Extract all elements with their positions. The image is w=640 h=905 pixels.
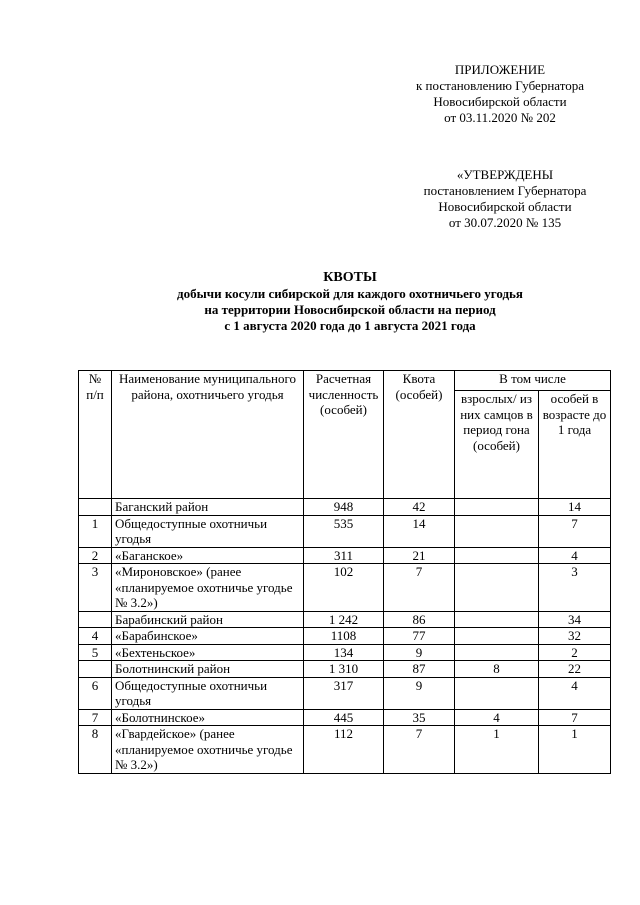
row-quota-cell: 42 <box>384 499 455 516</box>
row-name-cell: «Болотнинское» <box>112 709 304 726</box>
table-row <box>79 644 611 661</box>
row-young-cell: 22 <box>539 661 611 678</box>
row-number-cell: 8 <box>79 726 112 774</box>
row-population-cell: 948 <box>304 499 384 516</box>
row-name-cell: Общедоступные охотничьи угодья <box>112 677 304 709</box>
header-name: Наименование муниципального района, охотничьего угодья <box>112 371 304 499</box>
row-name-cell: «Мироновское» (ранее «планируемое охотничье угодье № 3.2») <box>112 564 304 612</box>
header-population: Расчетная численность (особей) <box>304 371 384 499</box>
row-quota-cell: 9 <box>384 644 455 661</box>
row-young-cell: 4 <box>539 677 611 709</box>
row-population-cell: 112 <box>304 726 384 774</box>
appendix-region: Новосибирской области <box>433 94 567 109</box>
row-population-cell: 317 <box>304 677 384 709</box>
row-number-cell <box>79 661 112 678</box>
row-adults-cell <box>455 644 539 661</box>
row-population-cell: 445 <box>304 709 384 726</box>
appendix-decree: к постановлению Губернатора <box>415 78 585 93</box>
row-adults-cell <box>455 499 539 516</box>
row-number-cell <box>79 499 112 516</box>
row-population-cell: 102 <box>304 564 384 612</box>
row-quota-cell: 21 <box>384 547 455 564</box>
row-number-cell: 4 <box>79 628 112 645</box>
row-adults-cell: 1 <box>455 726 539 774</box>
approved-label: «УТВЕРЖДЕНЫ <box>456 167 554 182</box>
table-row <box>79 515 611 547</box>
approved-date: от 30.07.2020 № 135 <box>448 215 562 230</box>
row-name-cell: Баганский район <box>112 499 304 516</box>
row-adults-cell <box>455 547 539 564</box>
title-line-2: добычи косули сибирской для каждого охотничьего угодья <box>177 286 523 301</box>
document-title <box>80 270 620 334</box>
row-number-cell: 7 <box>79 709 112 726</box>
row-population-cell: 535 <box>304 515 384 547</box>
row-young-cell: 34 <box>539 611 611 628</box>
row-young-cell: 4 <box>539 547 611 564</box>
row-adults-cell <box>455 677 539 709</box>
row-adults-cell <box>455 628 539 645</box>
row-number-cell: 3 <box>79 564 112 612</box>
row-quota-cell: 7 <box>384 564 455 612</box>
row-young-cell: 2 <box>539 644 611 661</box>
header-quota: Квота (особей) <box>384 371 455 499</box>
row-name-cell: «Барабинское» <box>112 628 304 645</box>
row-quota-cell: 14 <box>384 515 455 547</box>
title-line-3: на территории Новосибирской области на период <box>204 302 496 317</box>
row-population-cell: 1 310 <box>304 661 384 678</box>
row-number-cell: 1 <box>79 515 112 547</box>
row-population-cell: 1 242 <box>304 611 384 628</box>
row-number-cell: 6 <box>79 677 112 709</box>
row-quota-cell: 86 <box>384 611 455 628</box>
row-adults-cell <box>455 515 539 547</box>
row-young-cell: 14 <box>539 499 611 516</box>
table-row <box>79 564 611 612</box>
table-row <box>79 726 611 774</box>
row-name-cell: Болотнинский район <box>112 661 304 678</box>
approved-decree: постановлением Губернатора <box>423 183 587 198</box>
table-row <box>79 677 611 709</box>
header-num: № п/п <box>79 371 112 499</box>
header-young: особей в возрасте до 1 года <box>539 391 611 499</box>
row-adults-cell: 8 <box>455 661 539 678</box>
row-adults-cell <box>455 611 539 628</box>
row-name-cell: Общедоступные охотничьи угодья <box>112 515 304 547</box>
row-name-cell: Барабинский район <box>112 611 304 628</box>
row-number-cell: 5 <box>79 644 112 661</box>
row-number-cell: 2 <box>79 547 112 564</box>
row-population-cell: 1108 <box>304 628 384 645</box>
table-row <box>79 661 611 678</box>
header-including: В том числе <box>455 371 611 391</box>
row-quota-cell: 77 <box>384 628 455 645</box>
row-young-cell: 7 <box>539 515 611 547</box>
row-name-cell: «Баганское» <box>112 547 304 564</box>
approved-region: Новосибирской области <box>438 199 572 214</box>
row-name-cell: «Бехтеньское» <box>112 644 304 661</box>
table-row <box>79 611 611 628</box>
row-young-cell: 32 <box>539 628 611 645</box>
row-adults-cell: 4 <box>455 709 539 726</box>
appendix-header <box>385 62 615 126</box>
title-line-4: с 1 августа 2020 года до 1 августа 2021 года <box>224 318 476 333</box>
header-adults: взрослых/ из них самцов в период гона (особей) <box>455 391 539 499</box>
row-quota-cell: 87 <box>384 661 455 678</box>
row-population-cell: 311 <box>304 547 384 564</box>
row-young-cell: 3 <box>539 564 611 612</box>
row-population-cell: 134 <box>304 644 384 661</box>
row-name-cell: «Гвардейское» (ранее «планируемое охотничье угодье № 3.2») <box>112 726 304 774</box>
title-main: КВОТЫ <box>323 270 377 285</box>
row-number-cell <box>79 611 112 628</box>
table-row <box>79 628 611 645</box>
row-young-cell: 1 <box>539 726 611 774</box>
table-row <box>79 547 611 564</box>
row-quota-cell: 7 <box>384 726 455 774</box>
table-body <box>79 499 611 774</box>
table-row <box>79 709 611 726</box>
appendix-date: от 03.11.2020 № 202 <box>444 110 556 125</box>
appendix-label: ПРИЛОЖЕНИЕ <box>454 62 546 77</box>
row-quota-cell: 9 <box>384 677 455 709</box>
row-adults-cell <box>455 564 539 612</box>
row-quota-cell: 35 <box>384 709 455 726</box>
table-row <box>79 499 611 516</box>
approved-header <box>395 167 615 231</box>
table-header-row <box>79 371 611 391</box>
row-young-cell: 7 <box>539 709 611 726</box>
quota-table <box>78 370 611 774</box>
